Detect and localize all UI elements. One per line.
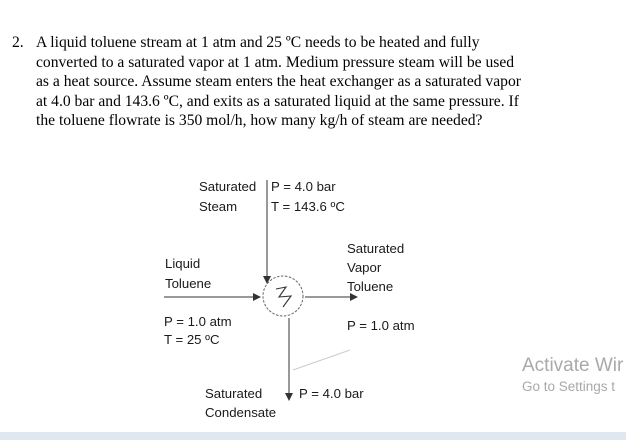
problem-line-2: converted to a saturated vapor at 1 atm. Medium pressure steam will be used <box>36 53 515 71</box>
problem-line-1: A liquid toluene stream at 1 atm and 25 ºC needs to be heated and fully <box>36 34 480 51</box>
heat-exchanger-symbol <box>263 276 303 316</box>
toluene-inlet-label: Liquid Toluene <box>165 256 212 291</box>
problem-number: 2. <box>12 34 24 51</box>
activation-watermark-title: Activate Wir <box>522 355 624 376</box>
bottom-bar <box>0 432 626 440</box>
problem-line-4: at 4.0 bar and 143.6 ºC, and exits as a saturated liquid at the same pressure. If <box>36 92 519 110</box>
problem-line-5: the toluene flowrate is 350 mol/h, how many kg/h of steam are needed? <box>36 112 483 130</box>
toluene-inlet-conditions: P = 1.0 atm T = 25 ºC <box>164 314 232 347</box>
steam-inlet-conditions: P = 4.0 bar T = 143.6 ºC <box>271 179 345 214</box>
steam-inlet-label: Saturated Steam <box>199 179 257 214</box>
condensate-outlet-conditions: P = 4.0 bar <box>299 386 364 401</box>
problem-line-3: as a heat source. Assume steam enters the heat exchanger as a saturated vapor <box>36 73 521 91</box>
guide-line <box>293 350 350 370</box>
activation-watermark-link[interactable]: Go to Settings t <box>522 379 616 394</box>
toluene-outlet-label: Saturated Vapor Toluene <box>347 241 405 294</box>
condensate-outlet-label: Saturated Condensate <box>205 386 277 420</box>
toluene-outlet-conditions: P = 1.0 atm <box>347 318 415 333</box>
